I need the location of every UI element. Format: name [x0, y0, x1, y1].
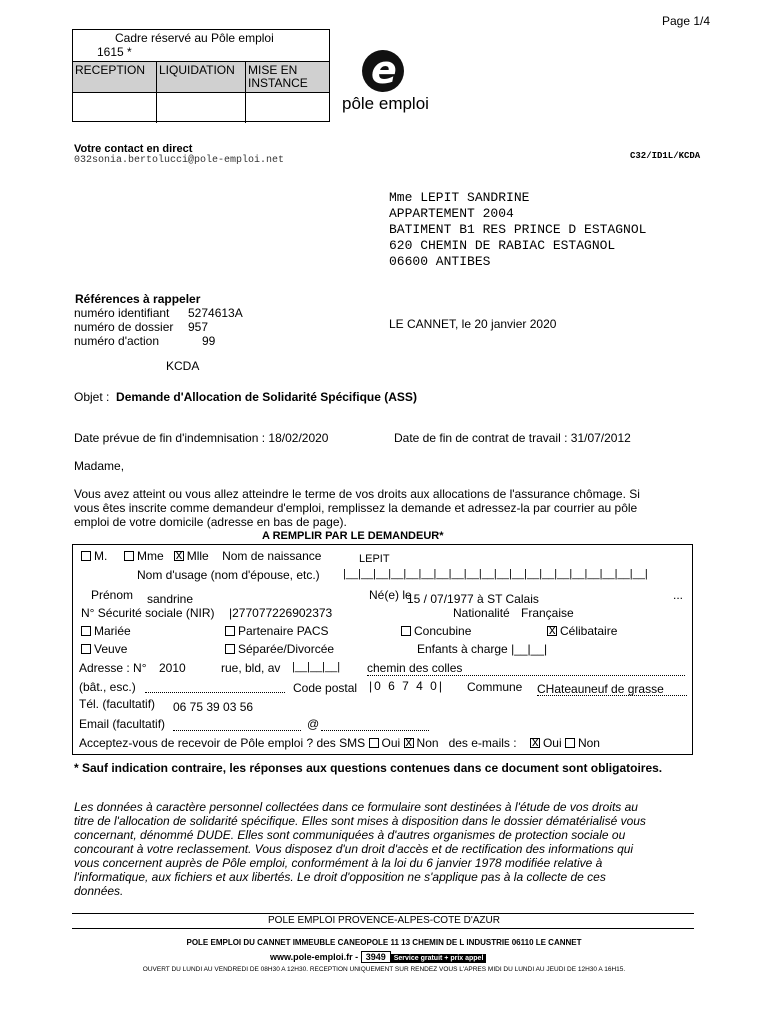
tel-value[interactable]: 06 75 39 03 56: [173, 700, 254, 714]
checkbox-mlle[interactable]: [174, 551, 184, 561]
nationalite-label: Nationalité: [453, 606, 510, 620]
footer-agency: POLE EMPLOI DU CANNET IMMEUBLE CANEOPOLE 11 13 CHEMIN DE L INDUSTRIE 06110 LE CANNET: [186, 938, 582, 947]
enfants-boxes[interactable]: |__|__|: [511, 642, 548, 656]
rue-value[interactable]: chemin des colles: [367, 661, 685, 676]
rue-type-boxes[interactable]: |__|__|__|: [292, 661, 341, 673]
prenom-value[interactable]: sandrine: [147, 592, 194, 606]
checkbox-sms-non[interactable]: [404, 738, 414, 748]
email-domain[interactable]: [321, 720, 429, 731]
bat-label: (bât., esc.): [79, 680, 136, 694]
footer-divider: [72, 913, 694, 914]
email-at: @: [307, 717, 320, 731]
nom-naissance-value[interactable]: LEPIT: [359, 553, 390, 565]
pole-emploi-logo-text: pôle emploi: [342, 94, 429, 113]
objet: Objet : Demande d'Allocation de Solidarité Spécifique (ASS): [74, 390, 417, 404]
commune-label: Commune: [467, 680, 523, 694]
footer-phone-note: Service gratuit + prix appel: [391, 954, 487, 963]
checkbox-pacs[interactable]: [225, 626, 235, 636]
intro-paragraph: Vous avez atteint ou vous allez atteindre le terme de vos droits aux allocations de l'assurance chômage. Si vous êtes inscrite comme demandeur d'emploi, remplissez la demande et adressez-la par courrier au pôle emploi de votre domicile (adresse en bas de page).: [74, 487, 640, 529]
bat-value[interactable]: [145, 680, 285, 693]
footer-hours: OUVERT DU LUNDI AU VENDREDI DE 08H30 A 12H30. RECEPTION UNIQUEMENT SUR RENDEZ VOUS L'APRES MIDI DU LUNDI AU JEUDI DE 12H30 A 16H15.: [142, 966, 626, 973]
checkbox-mariee[interactable]: [81, 626, 91, 636]
civility-row: M. Mme x Mlle Nom de naissance: [81, 549, 321, 563]
reference-code: C32/ID1L/KCDA: [630, 151, 701, 161]
email-label: Email (facultatif): [79, 717, 166, 731]
date-fin-contrat: Date de fin de contrat de travail : 31/07/2012: [394, 431, 631, 445]
date-fin-indemnisation: Date prévue de fin d'indemnisation : 18/02/2020: [74, 431, 329, 445]
sms-row: Acceptez-vous de recevoir de Pôle emploi ? des SMS Oui x Non des e-mails : x Oui Non: [79, 736, 600, 750]
contact-email: 032sonia.bertolucci@pole-emploi.net: [74, 155, 285, 166]
col-reception: RECEPTION: [73, 62, 157, 92]
pole-emploi-logo-icon: e: [362, 50, 404, 92]
place-date: LE CANNET, le 20 janvier 2020: [389, 317, 557, 331]
page-number: Page 1/4: [662, 14, 711, 28]
enfants-label: Enfants à charge |__|__|: [417, 642, 548, 656]
adresse-label: Adresse : N°: [79, 661, 147, 675]
checkbox-separee[interactable]: [225, 644, 235, 654]
col-mise-en-instance: MISE EN INSTANCE: [248, 63, 308, 90]
adresse-num[interactable]: 2010: [159, 661, 186, 675]
reserved-frame-code: 1615 *: [97, 45, 132, 59]
birth-value[interactable]: 15 / 07/1977 à ST Calais: [407, 592, 539, 606]
references-kcda: KCDA: [166, 359, 200, 373]
footer-site-row: [270, 951, 486, 963]
commune-value[interactable]: CHateauneuf de grasse: [537, 682, 687, 696]
tel-label: Tél. (facultatif): [79, 697, 156, 711]
applicant-form: M. Mme x Mlle Nom de naissance LEPIT Nom d'usage (nom d'épouse, etc.) |__|__|__|__|__|__|__|__|__|__|__|__|__|__|__|__|__|__|__|__| Prénom sandrine Né(e) le 15 / 07/1977 à ST Calais ... N° Sécurité sociale (NIR) |277077226902373 Nationalité Française Mariée Partenaire PACS Concubine x Célibataire Veuve Séparée/Divorcée Enfants à charge |__|__| Adresse : N° 2010 rue, bld, av |__|__|__| chemin des colles (bât., esc.) Code postal |0 6 7 4 0| Commune CHateauneuf de grasse Tél. (facultatif) 06 75 39 03 56 Email (facultatif) @ Acceptez-vous de recevoir de Pôle emploi ? des SMS Oui x Non des e-mails : x Oui Non: [72, 544, 693, 755]
references-title: Références à rappeler: [75, 292, 201, 306]
form-heading: A REMPLIR PAR LE DEMANDEUR*: [262, 530, 444, 542]
recipient-address: Mme LEPIT SANDRINE APPARTEMENT 2004 BATIMENT B1 RES PRINCE D ESTAGNOL 620 CHEMIN DE RABIAC ESTAGNOL 06600 ANTIBES: [389, 190, 647, 269]
footer-site[interactable]: www.pole-emploi.fr -: [270, 952, 359, 962]
checkbox-mme[interactable]: [124, 551, 134, 561]
checkbox-concubine[interactable]: [401, 626, 411, 636]
privacy-paragraph: Les données à caractère personnel collectées dans ce formulaire sont destinées à l'étude de vos droits au titre de l'allocation de solidarité spécifique. Elles sont mises à disposition dans le dossier dématérialisé vous concernant, dénommé DUDE. Elles sont communiquées à d'autres organismes de protection sociale ou concourant à votre reclassement. Vous disposez d'un droit d'accès et de rectification des informations qui vous concernent auprès de Pôle emploi, conformément à la loi du 6 janvier 1978 modifiée relative à l'informatique, aux fichiers et aux libertés. Le droit d'opposition ne s'applique pas à la collecte de ces données.: [74, 800, 646, 898]
reserved-frame: [72, 29, 330, 122]
cp-value[interactable]: |0 6 7 4 0|: [369, 679, 444, 693]
nom-usage-label: Nom d'usage (nom d'épouse, etc.): [137, 568, 320, 582]
col-liquidation: LIQUIDATION: [157, 62, 246, 92]
contact-label: Votre contact en direct: [74, 143, 193, 155]
email-local[interactable]: [173, 720, 301, 731]
checkbox-celibataire[interactable]: [547, 626, 557, 636]
nir-label: N° Sécurité sociale (NIR): [81, 606, 215, 620]
nationalite-value[interactable]: Française: [521, 606, 574, 620]
cp-label: Code postal: [293, 681, 358, 695]
reserved-frame-title: Cadre réservé au Pôle emploi: [115, 31, 274, 45]
birth-label: Né(e) le: [369, 588, 412, 602]
rue-label: rue, bld, av: [221, 661, 281, 675]
checkbox-email-non[interactable]: [565, 738, 575, 748]
nir-value[interactable]: |277077226902373: [229, 606, 333, 620]
footer-region: POLE EMPLOI PROVENCE-ALPES-COTE D'AZUR: [268, 915, 500, 926]
references-list: numéro identifiant 5274613A numéro de dossier 957 numéro d'action 99: [74, 306, 243, 348]
nom-usage-boxes[interactable]: |__|__|__|__|__|__|__|__|__|__|__|__|__|__|__|__|__|__|__|__|: [343, 568, 648, 580]
checkbox-sms-oui[interactable]: [369, 738, 379, 748]
prenom-label: Prénom: [91, 588, 134, 602]
checkbox-veuve[interactable]: [81, 644, 91, 654]
checkbox-email-oui[interactable]: [530, 738, 540, 748]
salutation: Madame,: [74, 459, 125, 473]
mandatory-note: * Sauf indication contraire, les réponses aux questions contenues dans ce document sont obligatoires.: [74, 761, 663, 775]
checkbox-m[interactable]: [81, 551, 91, 561]
footer-phone: 3949: [361, 951, 391, 963]
situation-row-1: Mariée: [81, 624, 131, 638]
